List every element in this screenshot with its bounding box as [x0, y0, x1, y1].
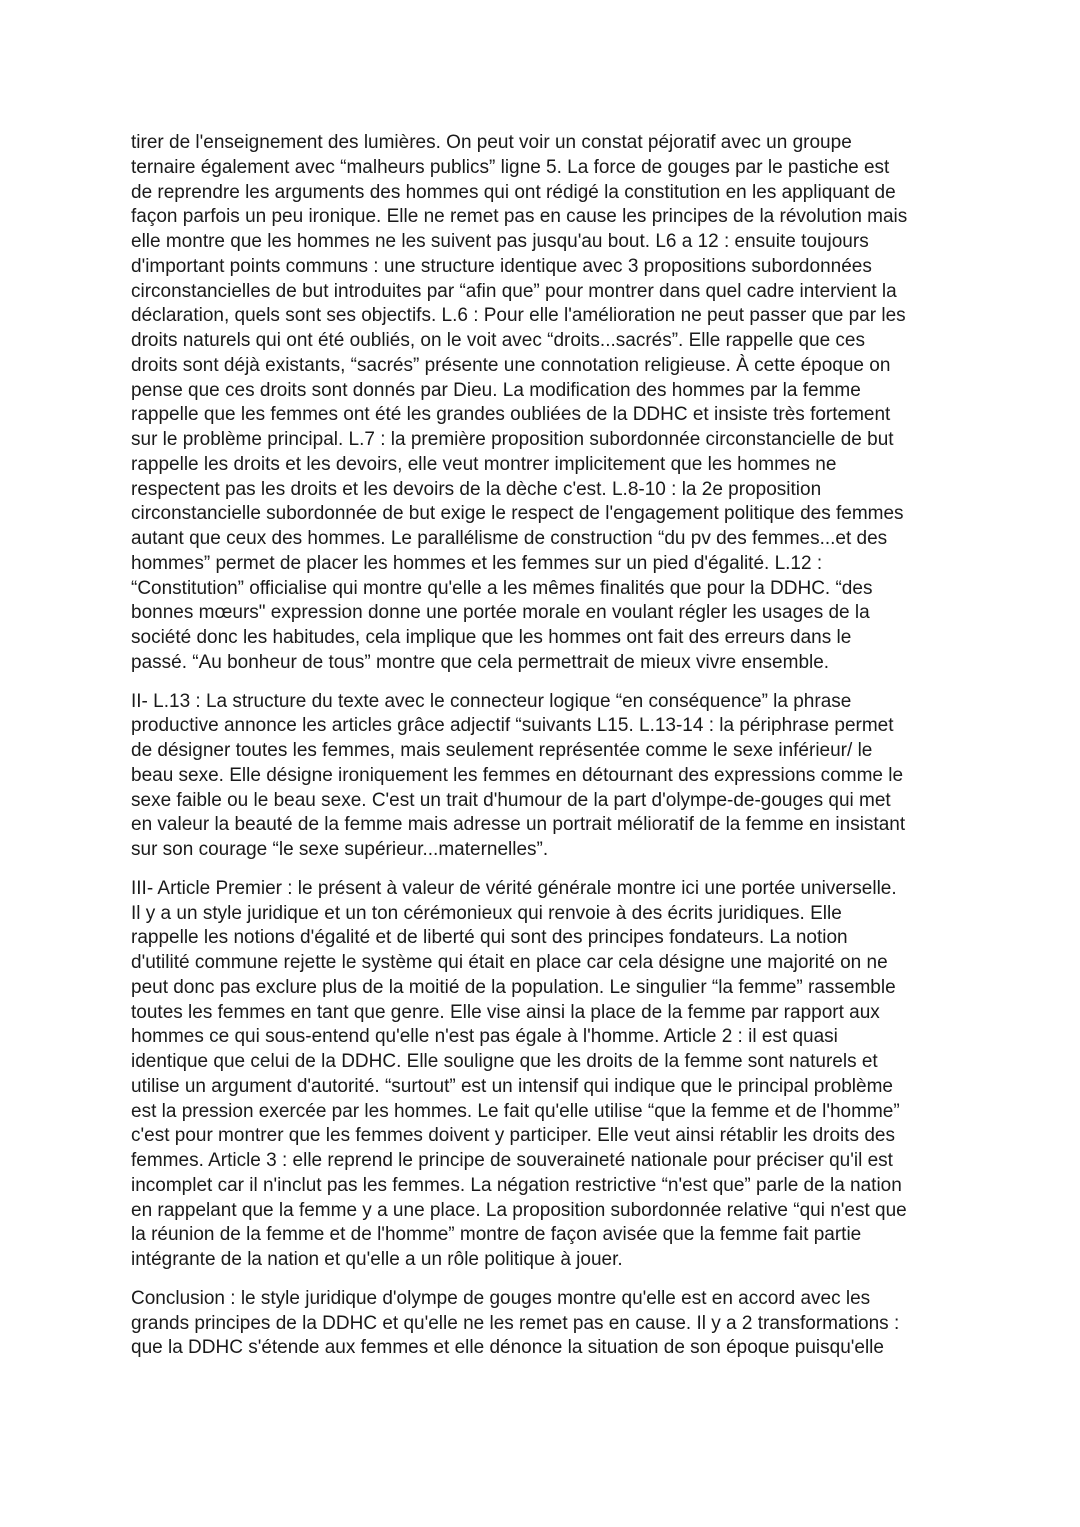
- text-line: beau sexe. Elle désigne ironiquement les femmes en détournant des expressions comme le: [131, 764, 904, 786]
- text-line: tirer de l'enseignement des lumières. On peut voir un constat péjoratif avec un groupe: [131, 132, 852, 153]
- text-line: sur son courage “le sexe supérieur...maternelles”.: [131, 839, 549, 860]
- text-line: rappelle les notions d'égalité et de liberté qui sont des principes fondateurs. La notion: [131, 927, 848, 949]
- text-line: peut donc pas exclure plus de la moitié de la population. Le singulier “la femme” rassemble: [131, 976, 896, 998]
- text-line: droits naturels qui ont été oubliés, on le voit avec “droits...sacrés”. Elle rappelle que ces: [131, 330, 865, 351]
- text-line: c'est pour montrer que les femmes doivent y participer. Elle veut ainsi rétablir les droits des: [131, 1125, 895, 1147]
- text-line: Conclusion : le style juridique d'olympe de gouges montre qu'elle est en accord avec les: [131, 1287, 871, 1309]
- text-line: droits sont déjà existants, “sacrés” présente une connotation religieuse. À cette époque on: [131, 354, 891, 376]
- text-line: Il y a un style juridique et un ton cérémonieux qui renvoie à des écrits juridiques. Elle: [131, 902, 842, 924]
- text-line: est la pression exercée par les hommes. Le fait qu'elle utilise “que la femme et de l'homme”: [131, 1100, 900, 1122]
- text-line: d'utilité commune rejette le système qui était en place car cela désigne une majorité on ne: [131, 952, 888, 973]
- text-line: sexe faible ou le beau sexe. C'est un trait d'humour de la part d'olympe-de-gouges qui met: [131, 789, 891, 811]
- text-line: que la DDHC s'étende aux femmes et elle dénonce la situation de son époque puisqu'elle: [131, 1337, 884, 1359]
- text-line: autant que ceux des hommes. Le parallélisme de construction “du pv des femmes...et des: [131, 528, 888, 549]
- text-line: société donc les habitudes, cela implique que les hommes ont fait des erreurs dans le: [131, 627, 852, 648]
- text-line: la réunion de la femme et de l'homme” montre de façon avisée que la femme fait partie: [131, 1224, 862, 1246]
- text-line: elle montre que les hommes ne les suivent pas jusqu'au bout. L6 a 12 : ensuite toujours: [131, 231, 869, 252]
- paragraph: [131, 131, 961, 676]
- text-line: déclaration, quels sont ses objectifs. L.6 : Pour elle l'amélioration ne peut passer que par les: [131, 305, 906, 327]
- text-line: de désigner toutes les femmes, mais seulement représentée comme le sexe inférieur/ le: [131, 740, 873, 761]
- paragraph: [131, 690, 961, 863]
- text-line: rappelle les droits et les devoirs, elle veut montrer implicitement que les hommes ne: [131, 453, 837, 475]
- text-line: incomplet car il n'inclut pas les femmes. La négation restrictive “n'est que” parle de la nation: [131, 1174, 902, 1196]
- text-line: femmes. Article 3 : elle reprend le principe de souveraineté nationale pour préciser qu'il est: [131, 1150, 893, 1171]
- paragraph: [131, 1287, 961, 1361]
- text-line: bonnes mœurs" expression donne une portée morale en voulant régler les usages de la: [131, 602, 870, 624]
- text-line: circonstancielles de but introduites par “afin que” pour montrer dans quel cadre intervient la: [131, 280, 897, 302]
- text-line: toutes les femmes en tant que genre. Elle vise ainsi la place de la femme par rapport aux: [131, 1001, 880, 1023]
- text-line: identique que celui de la DDHC. Elle souligne que les droits de la femme sont naturels et: [131, 1051, 878, 1072]
- text-line: pense que ces droits sont donnés par Dieu. La modification des hommes par la femme: [131, 379, 861, 401]
- text-line: intégrante de la nation et qu'elle a un rôle politique à jouer.: [131, 1249, 623, 1270]
- text-line: “Constitution” officialise qui montre qu'elle a les mêmes finalités que pour la DDHC. “des: [131, 577, 873, 599]
- text-line: hommes” permet de placer les hommes et les femmes sur un pied d'égalité. L.12 :: [131, 552, 823, 574]
- text-line: façon parfois un peu ironique. Elle ne remet pas en cause les principes de la révolution mais: [131, 206, 908, 228]
- text-line: passé. “Au bonheur de tous” montre que cela permettrait de mieux vivre ensemble.: [131, 651, 830, 673]
- text-line: hommes ce qui sous-entend qu'elle n'est pas égale à l'homme. Article 2 : il est quasi: [131, 1026, 838, 1048]
- text-line: grands principes de la DDHC et qu'elle ne les remet pas en cause. Il y a 2 transformations :: [131, 1312, 900, 1334]
- document-body: [131, 131, 961, 1375]
- text-line: utilise un argument d'autorité. “surtout” est un intensif qui indique que le principal problème: [131, 1075, 893, 1097]
- text-line: d'important points communs : une structure identique avec 3 propositions subordonnées: [131, 255, 872, 277]
- paragraph: [131, 877, 961, 1273]
- text-line: en rappelant que la femme y a une place. La proposition subordonnée relative “qui n'est que: [131, 1199, 907, 1221]
- text-line: productive annonce les articles grâce adjectif “suivants L15. L.13-14 : la périphrase permet: [131, 715, 894, 737]
- text-line: circonstancielle subordonnée de but exige le respect de l'engagement politique des femmes: [131, 503, 904, 525]
- text-line: sur le problème principal. L.7 : la première proposition subordonnée circonstancielle de but: [131, 429, 894, 450]
- text-line: III- Article Premier : le présent à valeur de vérité générale montre ici une portée universelle.: [131, 877, 897, 899]
- text-line: ternaire également avec “malheurs publics” ligne 5. La force de gouges par le pastiche est: [131, 156, 890, 178]
- text-line: respectent pas les droits et les devoirs de la dèche c'est. L.8-10 : la 2e proposition: [131, 478, 822, 500]
- text-line: en valeur la beauté de la femme mais adresse un portrait mélioratif de la femme en insistant: [131, 814, 906, 836]
- text-line: II- L.13 : La structure du texte avec le connecteur logique “en conséquence” la phrase: [131, 690, 852, 712]
- text-line: de reprendre les arguments des hommes qui ont rédigé la constitution en les appliquant de: [131, 181, 896, 203]
- text-line: rappelle que les femmes ont été les grandes oubliées de la DDHC et insiste très fortement: [131, 404, 891, 426]
